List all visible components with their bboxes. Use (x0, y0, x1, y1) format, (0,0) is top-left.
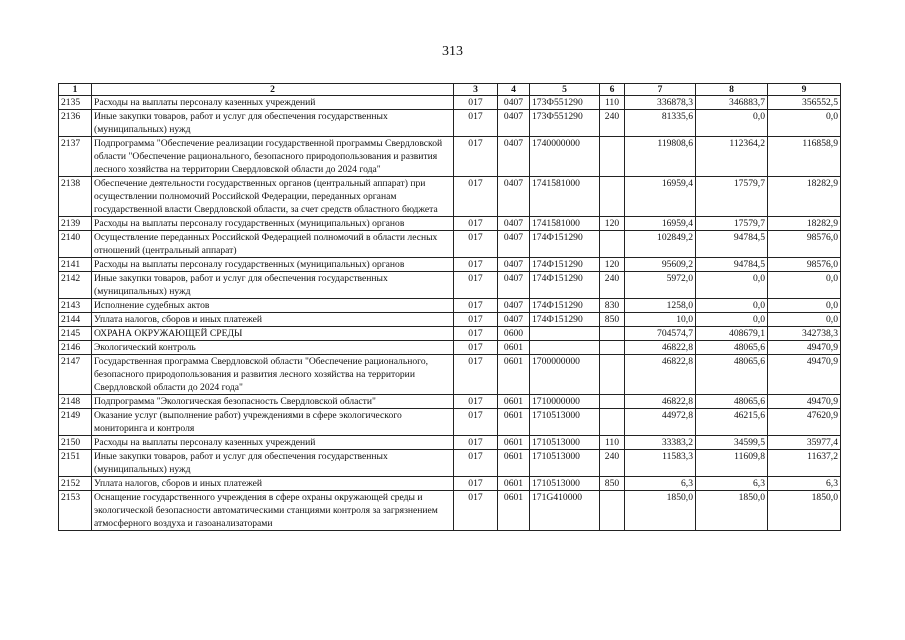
value-col7: 11583,3 (625, 450, 696, 477)
value-col9: 1850,0 (768, 491, 841, 531)
value-col7: 44972,8 (625, 409, 696, 436)
table-row (59, 450, 841, 477)
value-col7: 81335,6 (625, 110, 696, 137)
row-description: Обеспечение деятельности государственных органов (центральный аппарат) при осуществлении полномочий Российской Федерации, переданных органам государственной власти Свердловской области, за счет средств областного бюджета (92, 177, 454, 217)
col-header: 5 (530, 84, 600, 96)
section-code: 0600 (498, 327, 530, 341)
target-code (530, 327, 600, 341)
section-code: 0407 (498, 231, 530, 258)
value-col8: 34599,5 (696, 436, 768, 450)
value-col8: 1850,0 (696, 491, 768, 531)
admin-code: 017 (454, 491, 498, 531)
value-col9: 49470,9 (768, 341, 841, 355)
row-number: 2151 (59, 450, 92, 477)
admin-code: 017 (454, 409, 498, 436)
row-number: 2146 (59, 341, 92, 355)
section-code: 0407 (498, 258, 530, 272)
admin-code: 017 (454, 96, 498, 110)
value-col7: 704574,7 (625, 327, 696, 341)
target-code: 1741581000 (530, 217, 600, 231)
section-code: 0601 (498, 477, 530, 491)
table-row (59, 436, 841, 450)
table-row (59, 477, 841, 491)
admin-code: 017 (454, 110, 498, 137)
target-code: 174Ф151290 (530, 258, 600, 272)
value-col7: 5972,0 (625, 272, 696, 299)
value-col7: 119808,6 (625, 137, 696, 177)
expense-type: 240 (600, 450, 625, 477)
target-code: 171G410000 (530, 491, 600, 531)
col-header: 4 (498, 84, 530, 96)
target-code: 1710513000 (530, 436, 600, 450)
value-col8: 46215,6 (696, 409, 768, 436)
table-row (59, 409, 841, 436)
value-col8: 11609,8 (696, 450, 768, 477)
row-description: Экологический контроль (92, 341, 454, 355)
value-col8: 48065,6 (696, 395, 768, 409)
row-number: 2149 (59, 409, 92, 436)
value-col9: 356552,5 (768, 96, 841, 110)
section-code: 0601 (498, 491, 530, 531)
table-row (59, 96, 841, 110)
row-description: Расходы на выплаты персоналу государственных (муниципальных) органов (92, 217, 454, 231)
col-header: 3 (454, 84, 498, 96)
row-number: 2144 (59, 313, 92, 327)
value-col9: 0,0 (768, 110, 841, 137)
col-header: 9 (768, 84, 841, 96)
row-number: 2152 (59, 477, 92, 491)
expense-type (600, 137, 625, 177)
value-col8: 94784,5 (696, 231, 768, 258)
table-row (59, 299, 841, 313)
row-number: 2139 (59, 217, 92, 231)
header-row (59, 84, 841, 96)
admin-code: 017 (454, 313, 498, 327)
row-description: Подпрограмма "Обеспечение реализации государственной программы Свердловской области "Обеспечение рационального, безопасного природопользования и развития лесного хозяйства на территории Свердловской области до 2024 года" (92, 137, 454, 177)
expense-type: 240 (600, 110, 625, 137)
section-code: 0407 (498, 96, 530, 110)
section-code: 0407 (498, 217, 530, 231)
value-col9: 0,0 (768, 272, 841, 299)
row-description: Иные закупки товаров, работ и услуг для обеспечения государственных (муниципальных) нужд (92, 450, 454, 477)
expense-type: 120 (600, 258, 625, 272)
section-code: 0601 (498, 395, 530, 409)
expense-type (600, 395, 625, 409)
value-col8: 0,0 (696, 299, 768, 313)
section-code: 0407 (498, 299, 530, 313)
value-col8: 17579,7 (696, 177, 768, 217)
row-number: 2136 (59, 110, 92, 137)
section-code: 0407 (498, 272, 530, 299)
expense-type: 830 (600, 299, 625, 313)
admin-code: 017 (454, 217, 498, 231)
value-col9: 98576,0 (768, 231, 841, 258)
col-header: 1 (59, 84, 92, 96)
row-description: Расходы на выплаты персоналу казенных учреждений (92, 96, 454, 110)
expense-type (600, 409, 625, 436)
admin-code: 017 (454, 395, 498, 409)
table-row (59, 110, 841, 137)
value-col7: 102849,2 (625, 231, 696, 258)
table-row (59, 137, 841, 177)
row-description: Исполнение судебных актов (92, 299, 454, 313)
admin-code: 017 (454, 231, 498, 258)
target-code: 1740000000 (530, 137, 600, 177)
value-col9: 47620,9 (768, 409, 841, 436)
row-description: Осуществление переданных Российской Федерацией полномочий в области лесных отношений (центральный аппарат) (92, 231, 454, 258)
admin-code: 017 (454, 258, 498, 272)
value-col8: 94784,5 (696, 258, 768, 272)
section-code: 0601 (498, 341, 530, 355)
value-col8: 346883,7 (696, 96, 768, 110)
expense-type (600, 327, 625, 341)
row-number: 2148 (59, 395, 92, 409)
value-col9: 6,3 (768, 477, 841, 491)
target-code: 174Ф151290 (530, 313, 600, 327)
value-col8: 17579,7 (696, 217, 768, 231)
expense-type: 850 (600, 313, 625, 327)
target-code: 1710513000 (530, 450, 600, 477)
admin-code: 017 (454, 355, 498, 395)
table-row (59, 272, 841, 299)
table-row (59, 327, 841, 341)
admin-code: 017 (454, 272, 498, 299)
expense-type (600, 177, 625, 217)
value-col9: 11637,2 (768, 450, 841, 477)
page-number: 313 (442, 44, 463, 59)
expense-type (600, 231, 625, 258)
row-number: 2135 (59, 96, 92, 110)
row-description: Расходы на выплаты персоналу казенных учреждений (92, 436, 454, 450)
value-col7: 1258,0 (625, 299, 696, 313)
col-header: 2 (92, 84, 454, 96)
row-description: Оснащение государственного учреждения в сфере охраны окружающей среды и экологической безопасности автоматическими станциями контроля за загрязнением атмосферного воздуха и газоанализаторами (92, 491, 454, 531)
row-number: 2138 (59, 177, 92, 217)
section-code: 0601 (498, 409, 530, 436)
value-col7: 95609,2 (625, 258, 696, 272)
row-description: Подпрограмма "Экологическая безопасность Свердловской области" (92, 395, 454, 409)
expense-type: 120 (600, 217, 625, 231)
table-body (59, 96, 841, 531)
value-col9: 18282,9 (768, 177, 841, 217)
table-row (59, 258, 841, 272)
value-col9: 49470,9 (768, 355, 841, 395)
row-number: 2137 (59, 137, 92, 177)
value-col9: 116858,9 (768, 137, 841, 177)
value-col7: 46822,8 (625, 355, 696, 395)
value-col8: 0,0 (696, 313, 768, 327)
row-description: Оказание услуг (выполнение работ) учреждениями в сфере экологического мониторинга и контроля (92, 409, 454, 436)
target-code: 173Ф551290 (530, 110, 600, 137)
expense-type (600, 341, 625, 355)
value-col9: 49470,9 (768, 395, 841, 409)
target-code: 1710513000 (530, 409, 600, 436)
table-row (59, 341, 841, 355)
row-number: 2150 (59, 436, 92, 450)
target-code: 174Ф151290 (530, 299, 600, 313)
row-number: 2142 (59, 272, 92, 299)
admin-code: 017 (454, 341, 498, 355)
value-col8: 112364,2 (696, 137, 768, 177)
target-code (530, 341, 600, 355)
expense-type: 110 (600, 436, 625, 450)
admin-code: 017 (454, 477, 498, 491)
col-header: 8 (696, 84, 768, 96)
col-header: 6 (600, 84, 625, 96)
admin-code: 017 (454, 327, 498, 341)
section-code: 0407 (498, 110, 530, 137)
value-col9: 342738,3 (768, 327, 841, 341)
table-row (59, 395, 841, 409)
value-col8: 48065,6 (696, 341, 768, 355)
value-col9: 98576,0 (768, 258, 841, 272)
admin-code: 017 (454, 177, 498, 217)
row-number: 2147 (59, 355, 92, 395)
section-code: 0601 (498, 436, 530, 450)
value-col7: 1850,0 (625, 491, 696, 531)
section-code: 0407 (498, 177, 530, 217)
row-number: 2140 (59, 231, 92, 258)
budget-table (58, 83, 841, 531)
admin-code: 017 (454, 436, 498, 450)
row-description: Уплата налогов, сборов и иных платежей (92, 313, 454, 327)
target-code: 1741581000 (530, 177, 600, 217)
value-col9: 0,0 (768, 313, 841, 327)
table-row (59, 355, 841, 395)
value-col7: 46822,8 (625, 395, 696, 409)
expense-type: 110 (600, 96, 625, 110)
col-header: 7 (625, 84, 696, 96)
value-col8: 408679,1 (696, 327, 768, 341)
table-row (59, 491, 841, 531)
table-row (59, 177, 841, 217)
row-number: 2143 (59, 299, 92, 313)
value-col8: 0,0 (696, 272, 768, 299)
value-col8: 0,0 (696, 110, 768, 137)
row-description: Иные закупки товаров, работ и услуг для обеспечения государственных (муниципальных) нужд (92, 272, 454, 299)
target-code: 1700000000 (530, 355, 600, 395)
value-col7: 10,0 (625, 313, 696, 327)
value-col9: 18282,9 (768, 217, 841, 231)
value-col7: 16959,4 (625, 217, 696, 231)
table-row (59, 313, 841, 327)
target-code: 1710513000 (530, 477, 600, 491)
value-col7: 33383,2 (625, 436, 696, 450)
expense-type (600, 491, 625, 531)
admin-code: 017 (454, 299, 498, 313)
target-code: 174Ф151290 (530, 272, 600, 299)
row-number: 2141 (59, 258, 92, 272)
value-col7: 46822,8 (625, 341, 696, 355)
section-code: 0601 (498, 450, 530, 477)
value-col7: 16959,4 (625, 177, 696, 217)
section-code: 0407 (498, 137, 530, 177)
value-col8: 6,3 (696, 477, 768, 491)
row-description: Расходы на выплаты персоналу государственных (муниципальных) органов (92, 258, 454, 272)
row-number: 2153 (59, 491, 92, 531)
table-row (59, 217, 841, 231)
value-col7: 336878,3 (625, 96, 696, 110)
expense-type (600, 355, 625, 395)
section-code: 0407 (498, 313, 530, 327)
value-col8: 48065,6 (696, 355, 768, 395)
row-number: 2145 (59, 327, 92, 341)
target-code: 174Ф151290 (530, 231, 600, 258)
target-code: 173Ф551290 (530, 96, 600, 110)
value-col7: 6,3 (625, 477, 696, 491)
value-col9: 35977,4 (768, 436, 841, 450)
admin-code: 017 (454, 137, 498, 177)
row-description: Уплата налогов, сборов и иных платежей (92, 477, 454, 491)
admin-code: 017 (454, 450, 498, 477)
target-code: 1710000000 (530, 395, 600, 409)
value-col9: 0,0 (768, 299, 841, 313)
expense-type: 850 (600, 477, 625, 491)
section-code: 0601 (498, 355, 530, 395)
row-description: Государственная программа Свердловской области "Обеспечение рационального, безопасного природопользования и развития лесного хозяйства на территории Свердловской области до 2024 года" (92, 355, 454, 395)
table-row (59, 231, 841, 258)
expense-type: 240 (600, 272, 625, 299)
row-description: ОХРАНА ОКРУЖАЮЩЕЙ СРЕДЫ (92, 327, 454, 341)
row-description: Иные закупки товаров, работ и услуг для обеспечения государственных (муниципальных) нужд (92, 110, 454, 137)
